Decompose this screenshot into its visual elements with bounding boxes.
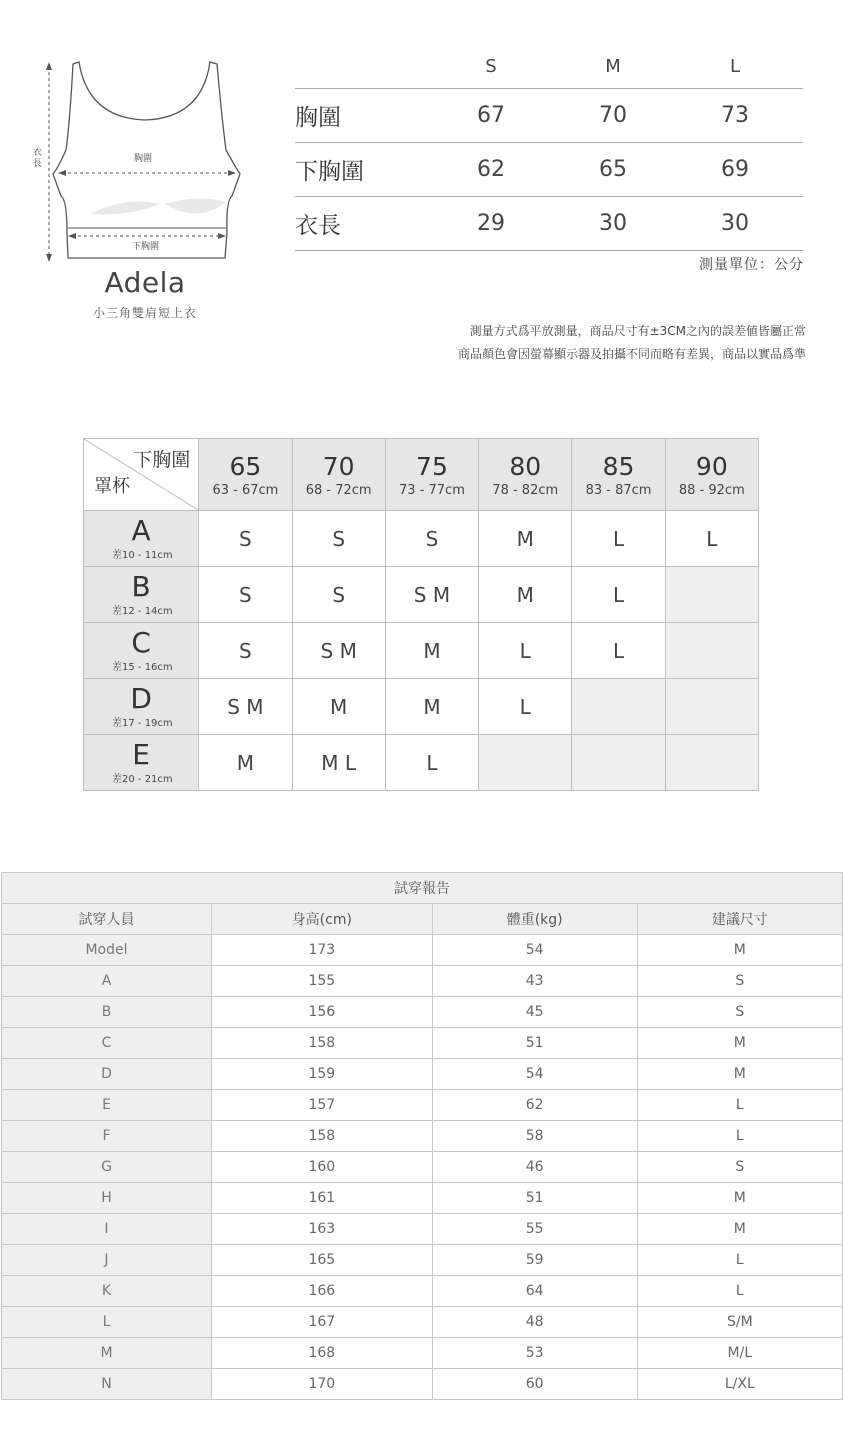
report-row (2, 1214, 843, 1245)
tester-weight: 54 (432, 935, 637, 966)
tester-weight: 64 (432, 1276, 637, 1307)
report-row (2, 1276, 843, 1307)
empty-cell (665, 623, 758, 679)
bust-label: 胸圍 (134, 154, 153, 164)
header-height: 身高(cm) (212, 904, 433, 935)
size-cell: M (479, 567, 572, 623)
measurement-name: 衣長 (295, 213, 341, 239)
cup-row (84, 735, 759, 791)
cup-header (84, 679, 199, 735)
cup-row (84, 679, 759, 735)
color-note: 商品顏色會因螢幕顯示器及拍攝不同而略有差異，商品以實品爲準 (457, 347, 806, 361)
tester-name: Model (2, 935, 212, 966)
corner-cup-label: 罩杯 (94, 476, 130, 497)
band-range: 73 - 77cm (399, 483, 465, 498)
band-header (572, 439, 665, 511)
band-range: 78 - 82cm (492, 483, 559, 498)
report-title-row (2, 873, 843, 904)
tester-weight: 60 (432, 1369, 637, 1400)
suggested-size: M (637, 1028, 842, 1059)
size-cell: M (479, 511, 572, 567)
tester-height: 161 (212, 1183, 433, 1214)
measurement-header-row (295, 44, 803, 89)
report-row (2, 997, 843, 1028)
tester-name: J (2, 1245, 212, 1276)
band-number: 70 (322, 452, 355, 481)
band-range: 83 - 87cm (585, 483, 652, 498)
tester-height: 157 (212, 1090, 433, 1121)
empty-cell (572, 679, 665, 735)
tester-height: 165 (212, 1245, 433, 1276)
empty-cell (479, 735, 572, 791)
band-header (385, 439, 478, 511)
size-cell: M L (292, 735, 385, 791)
empty-cell (572, 735, 665, 791)
tester-name: G (2, 1152, 212, 1183)
crop-top-outline (0, 0, 270, 270)
empty-cell (665, 679, 758, 735)
band-number: 75 (416, 452, 448, 481)
report-row (2, 1369, 843, 1400)
cup-row (84, 567, 759, 623)
size-cell: M (199, 735, 292, 791)
band-number: 85 (602, 452, 635, 481)
header-weight: 體重(kg) (432, 904, 637, 935)
report-row (2, 1028, 843, 1059)
size-cell: L (479, 679, 572, 735)
size-cell: S (199, 511, 292, 567)
cup-header (84, 623, 199, 679)
cup-letter: D (130, 682, 152, 715)
tester-weight: 58 (432, 1121, 637, 1152)
cup-difference: 差15 - 16cm (112, 662, 173, 673)
cup-header (84, 735, 199, 791)
tester-height: 160 (212, 1152, 433, 1183)
band-number: 80 (509, 452, 542, 481)
measurement-value: 73 (721, 103, 749, 128)
size-cell: S (292, 511, 385, 567)
measurement-value: 62 (477, 157, 505, 182)
tester-weight: 51 (432, 1183, 637, 1214)
cup-difference: 差17 - 19cm (112, 718, 173, 729)
suggested-size: L/XL (637, 1369, 842, 1400)
band-header (479, 439, 572, 511)
band-header-row (84, 439, 759, 511)
tester-name: A (2, 966, 212, 997)
measurement-name: 胸圍 (295, 105, 341, 131)
cup-row (84, 623, 759, 679)
report-row (2, 966, 843, 997)
tester-weight: 55 (432, 1214, 637, 1245)
size-cell: S (385, 511, 478, 567)
measurement-value: 30 (721, 211, 749, 236)
cup-header (84, 511, 199, 567)
cup-size-grid (83, 438, 759, 791)
tester-height: 173 (212, 935, 433, 966)
size-header-s: S (485, 55, 497, 77)
size-cell: S M (385, 567, 478, 623)
suggested-size: L (637, 1121, 842, 1152)
measurement-name: 下胸圍 (295, 159, 364, 185)
tester-weight: 54 (432, 1059, 637, 1090)
measurement-row (295, 197, 803, 251)
measurement-value: 65 (599, 157, 627, 182)
band-number: 65 (229, 452, 262, 481)
tester-weight: 53 (432, 1338, 637, 1369)
report-header-row (2, 904, 843, 935)
band-range: 88 - 92cm (678, 483, 745, 498)
underbust-label: 下胸圍 (130, 239, 161, 252)
size-cell: M (292, 679, 385, 735)
suggested-size: M (637, 1214, 842, 1245)
size-header-l: L (729, 55, 741, 77)
report-row (2, 1245, 843, 1276)
grid-corner (84, 439, 199, 511)
measurement-value: 67 (477, 103, 505, 128)
size-cell: L (572, 511, 665, 567)
size-header-m: M (605, 55, 621, 77)
tester-weight: 62 (432, 1090, 637, 1121)
size-cell: S (292, 567, 385, 623)
product-name: 小三角雙肩短上衣 (92, 306, 197, 320)
tester-name: N (2, 1369, 212, 1400)
tester-name: I (2, 1214, 212, 1245)
report-row (2, 1121, 843, 1152)
cup-difference: 差20 - 21cm (112, 774, 173, 785)
suggested-size: M (637, 935, 842, 966)
header-suggested-size: 建議尺寸 (637, 904, 842, 935)
cup-row (84, 511, 759, 567)
tester-weight: 46 (432, 1152, 637, 1183)
band-range: 68 - 72cm (305, 483, 372, 498)
brand-name: Adela (104, 266, 186, 299)
measurement-value: 30 (599, 211, 627, 236)
measurement-value: 69 (721, 157, 749, 182)
band-range: 63 - 67cm (212, 483, 279, 498)
tester-name: L (2, 1307, 212, 1338)
cup-letter: A (131, 514, 151, 547)
suggested-size: S (637, 966, 842, 997)
corner-underbust-label: 下胸圍 (133, 449, 191, 471)
size-cell: S (199, 567, 292, 623)
tester-name: B (2, 997, 212, 1028)
report-row (2, 1307, 843, 1338)
tester-height: 155 (212, 966, 433, 997)
tester-name: M (2, 1338, 212, 1369)
suggested-size: L (637, 1245, 842, 1276)
measurement-notes (458, 320, 806, 366)
band-number: 90 (695, 452, 728, 481)
measurement-row (295, 143, 803, 197)
tester-height: 156 (212, 997, 433, 1028)
tester-weight: 51 (432, 1028, 637, 1059)
measurement-value: 29 (477, 211, 505, 236)
size-cell: M (385, 679, 478, 735)
cup-letter: C (131, 626, 151, 659)
suggested-size: M/L (637, 1338, 842, 1369)
report-row (2, 1152, 843, 1183)
try-on-report (1, 872, 843, 1400)
size-cell: L (665, 511, 758, 567)
cup-header (84, 567, 199, 623)
cup-difference: 差12 - 14cm (112, 606, 173, 617)
report-row (2, 1338, 843, 1369)
empty-cell (665, 735, 758, 791)
tester-name: K (2, 1276, 212, 1307)
cup-difference: 差10 - 11cm (112, 550, 173, 561)
size-cell: S (199, 623, 292, 679)
suggested-size: M (637, 1183, 842, 1214)
tester-weight: 48 (432, 1307, 637, 1338)
tester-height: 168 (212, 1338, 433, 1369)
tester-height: 167 (212, 1307, 433, 1338)
garment-diagram (0, 0, 270, 330)
report-rows (2, 935, 843, 1400)
suggested-size: L (637, 1276, 842, 1307)
tester-name: E (2, 1090, 212, 1121)
tester-height: 158 (212, 1121, 433, 1152)
suggested-size: S/M (637, 1307, 842, 1338)
tester-height: 163 (212, 1214, 433, 1245)
tester-height: 158 (212, 1028, 433, 1059)
band-header (292, 439, 385, 511)
suggested-size: S (637, 1152, 842, 1183)
cup-letter: E (132, 738, 150, 771)
cup-letter: B (131, 570, 151, 603)
report-row (2, 1090, 843, 1121)
size-cell: S M (292, 623, 385, 679)
size-cell: L (479, 623, 572, 679)
suggested-size: M (637, 1059, 842, 1090)
tester-weight: 45 (432, 997, 637, 1028)
suggested-size: S (637, 997, 842, 1028)
report-row (2, 1183, 843, 1214)
measurement-row (295, 89, 803, 143)
header-tester: 試穿人員 (2, 904, 212, 935)
tester-name: C (2, 1028, 212, 1059)
tester-name: H (2, 1183, 212, 1214)
tester-weight: 43 (432, 966, 637, 997)
size-cell: L (572, 567, 665, 623)
band-header (199, 439, 292, 511)
size-cell: L (385, 735, 478, 791)
measurement-value: 70 (599, 103, 627, 128)
size-cell: S M (199, 679, 292, 735)
report-row (2, 935, 843, 966)
tester-weight: 59 (432, 1245, 637, 1276)
measurement-table (295, 44, 803, 251)
size-cell: M (385, 623, 478, 679)
suggested-size: L (637, 1090, 842, 1121)
tester-name: F (2, 1121, 212, 1152)
tester-height: 170 (212, 1369, 433, 1400)
tester-height: 166 (212, 1276, 433, 1307)
tester-height: 159 (212, 1059, 433, 1090)
report-title: 試穿報告 (2, 873, 843, 904)
size-cell: L (572, 623, 665, 679)
empty-cell (665, 567, 758, 623)
band-header (665, 439, 758, 511)
length-label: 衣長 (33, 148, 43, 169)
tester-name: D (2, 1059, 212, 1090)
report-row (2, 1059, 843, 1090)
measurement-unit: 測量單位：公分 (699, 257, 804, 273)
measurement-note: 測量方式爲平放測量，商品尺寸有±3CM之內的誤差値皆屬正常 (469, 324, 806, 338)
